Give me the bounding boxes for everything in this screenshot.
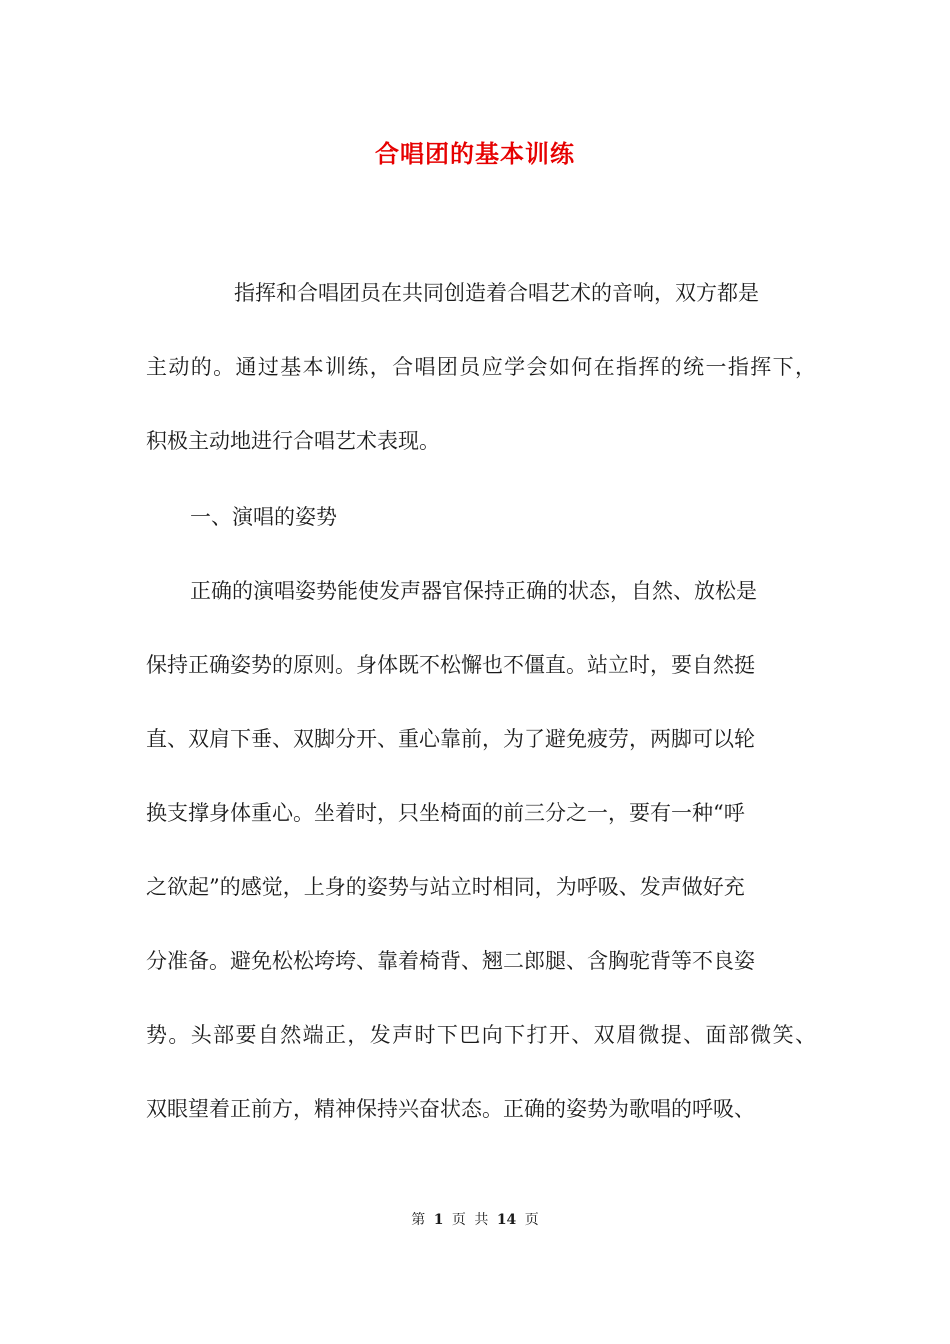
section-heading-posture [146,480,816,554]
section-heading-text: 一、演唱的姿势 [190,505,337,529]
footer-prefix: 第 [411,1212,426,1228]
text-line: 正确的演唱姿势能使发声器官保持正确的状态，自然、放松是 [190,579,757,603]
current-page-number: 1 [433,1212,444,1228]
footer-suffix: 页 [524,1212,539,1228]
total-pages-number: 14 [496,1212,517,1228]
paragraph-posture [146,554,816,1146]
text-line: 势。头部要自然端正，发声时下巴向下打开、双眉微提、面部微笑、 [146,1023,816,1047]
text-line: 之欲起”的感觉，上身的姿势与站立时相同，为呼吸、发声做好充 [146,875,745,899]
paragraph-intro [146,256,816,478]
text-line: 主动的。通过基本训练，合唱团员应学会如何在指挥的统一指挥下， [146,355,816,379]
text-line: 积极主动地进行合唱艺术表现。 [146,429,440,453]
document-title: 合唱团的基本训练 [375,139,575,168]
page-footer [0,1210,950,1230]
text-line: 双眼望着正前方，精神保持兴奋状态。正确的姿势为歌唱的呼吸、 [146,1097,755,1121]
footer-middle: 页 共 [451,1212,489,1228]
text-line: 换支撑身体重心。坐着时，只坐椅面的前三分之一，要有一种“呼 [146,801,745,825]
text-line: 分准备。避免松松垮垮、靠着椅背、翘二郎腿、含胸驼背等不良姿 [146,949,755,973]
text-line: 直、双肩下垂、双脚分开、重心靠前，为了避免疲劳，两脚可以轮 [146,727,755,751]
text-line: 保持正确姿势的原则。身体既不松懈也不僵直。站立时，要自然挺 [146,653,755,677]
text-line: 指挥和合唱团员在共同创造着合唱艺术的音响，双方都是 [234,281,759,305]
